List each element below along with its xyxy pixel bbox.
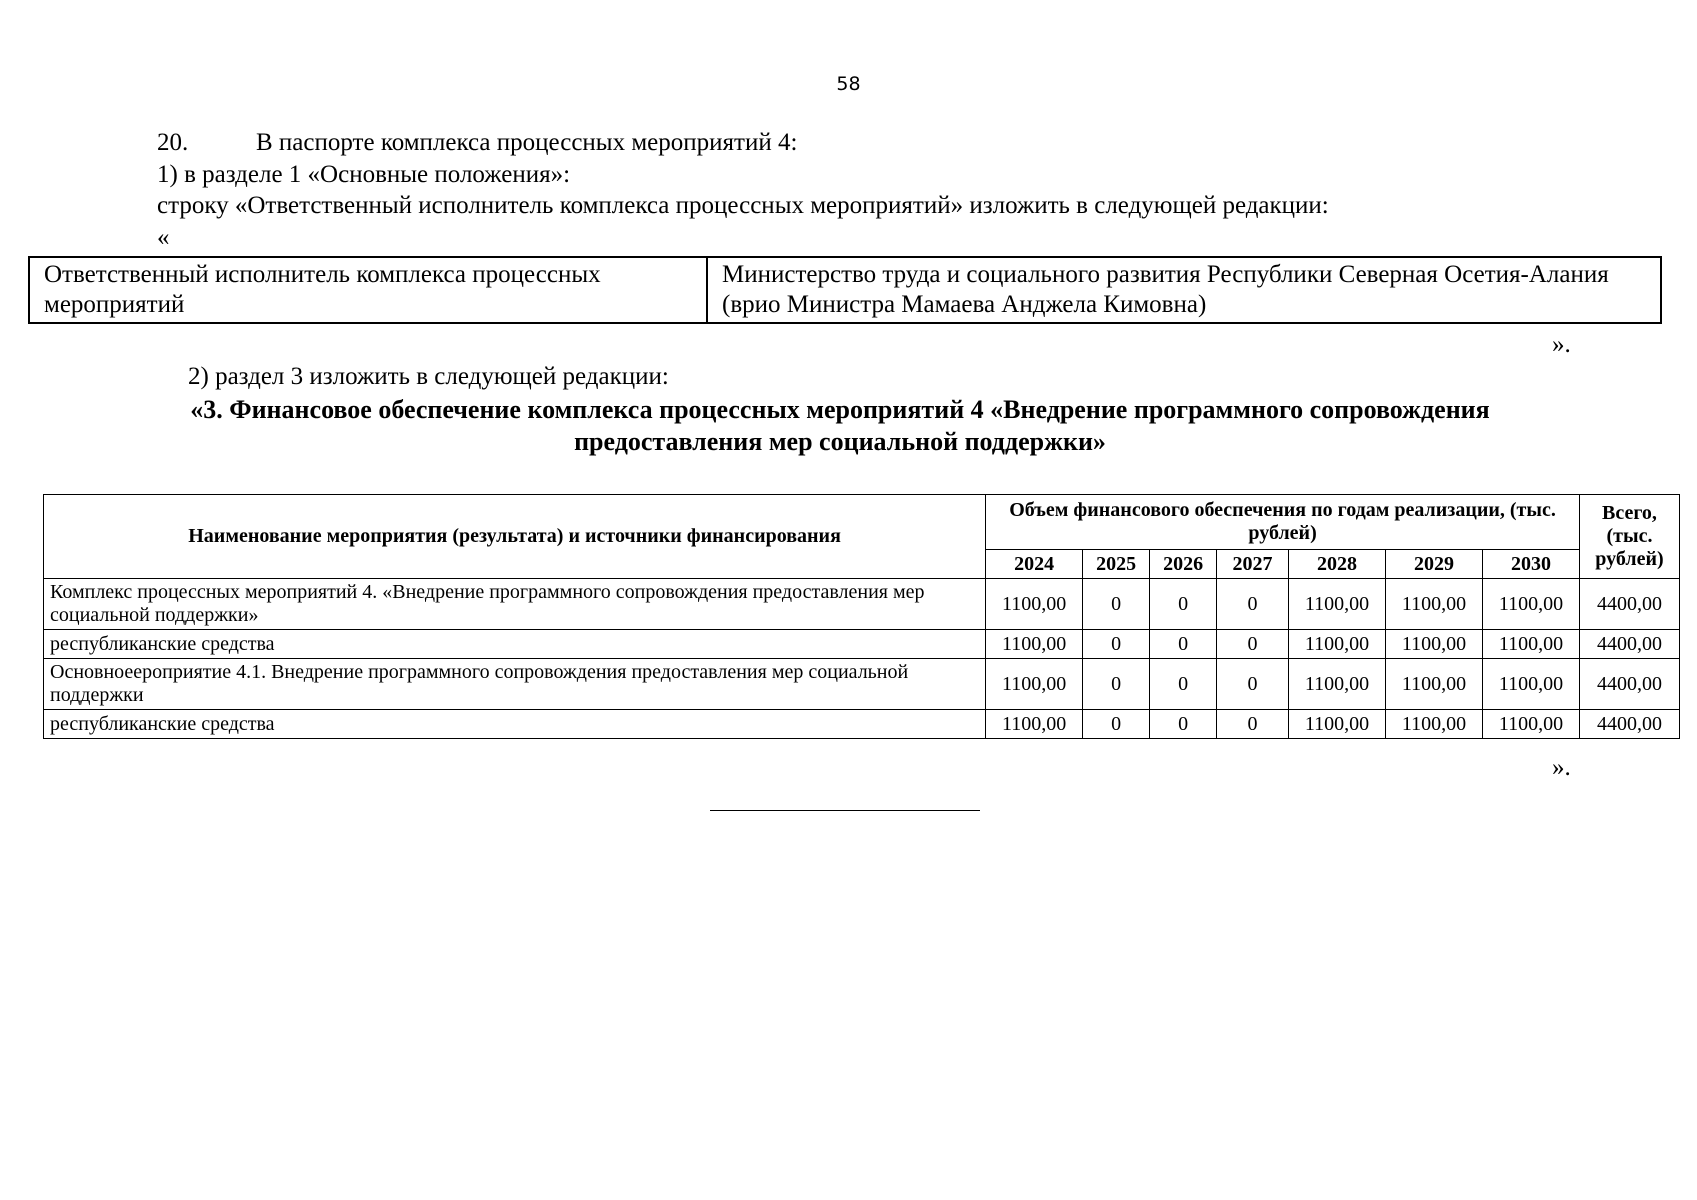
table-row bbox=[44, 659, 1680, 710]
value-cell: 0 bbox=[1083, 659, 1150, 710]
value-cell: 1100,00 bbox=[1386, 659, 1483, 710]
value-cell: 1100,00 bbox=[1482, 630, 1579, 659]
row-name: Основноеероприятие 4.1. Внедрение программного сопровождения предоставления мер социальной поддержки bbox=[44, 659, 986, 710]
value-cell: 0 bbox=[1083, 710, 1150, 739]
value-cell: 0 bbox=[1150, 659, 1217, 710]
header-year: 2030 bbox=[1482, 550, 1579, 579]
header-year: 2028 bbox=[1289, 550, 1386, 579]
value-cell: 1100,00 bbox=[1482, 659, 1579, 710]
close-quote-1: ». bbox=[1552, 331, 1571, 358]
header-year: 2029 bbox=[1386, 550, 1483, 579]
item-text: В паспорте комплекса процессных мероприятий 4: bbox=[256, 129, 798, 156]
table-row bbox=[44, 579, 1680, 630]
header-year: 2025 bbox=[1083, 550, 1150, 579]
value-cell: 0 bbox=[1217, 579, 1289, 630]
value-cell: 1100,00 bbox=[1289, 710, 1386, 739]
table-row bbox=[29, 257, 1661, 323]
section-heading bbox=[120, 394, 1560, 458]
value-cell: 0 bbox=[1150, 630, 1217, 659]
responsible-executor-table bbox=[28, 256, 1662, 324]
table-row bbox=[44, 710, 1680, 739]
header-name: Наименование мероприятия (результата) и источники финансирования bbox=[44, 495, 986, 579]
value-cell: 1100,00 bbox=[1289, 659, 1386, 710]
header-year: 2026 bbox=[1150, 550, 1217, 579]
value-cell: 0 bbox=[1217, 630, 1289, 659]
page-number: 58 bbox=[836, 73, 861, 95]
subitem-2: 2) раздел 3 изложить в следующей редакции: bbox=[188, 363, 669, 390]
value-cell: 1100,00 bbox=[1386, 579, 1483, 630]
row-name: Комплекс процессных мероприятий 4. «Внедрение программного сопровождения предоставления мер социальной поддержки» bbox=[44, 579, 986, 630]
value-cell: 0 bbox=[1083, 579, 1150, 630]
row-name: республиканские средства bbox=[44, 710, 986, 739]
header-volume: Объем финансового обеспечения по годам реализации, (тыс. рублей) bbox=[986, 495, 1580, 550]
value-cell: 1100,00 bbox=[986, 710, 1083, 739]
table-row bbox=[44, 630, 1680, 659]
finance-table bbox=[43, 494, 1680, 739]
total-cell: 4400,00 bbox=[1579, 630, 1679, 659]
header-year: 2027 bbox=[1217, 550, 1289, 579]
value-cell: 1100,00 bbox=[1482, 579, 1579, 630]
footer-divider bbox=[710, 810, 980, 811]
value-cell: 1100,00 bbox=[1386, 710, 1483, 739]
header-total: Всего, (тыс. рублей) bbox=[1579, 495, 1679, 579]
section-heading-line-2: предоставления мер социальной поддержки» bbox=[574, 427, 1106, 456]
value-cell: 1100,00 bbox=[1386, 630, 1483, 659]
value-cell: 1100,00 bbox=[986, 579, 1083, 630]
header-year: 2024 bbox=[986, 550, 1083, 579]
section-heading-line-1: «3. Финансовое обеспечение комплекса процессных мероприятий 4 «Внедрение программного сопровождения bbox=[190, 395, 1490, 424]
item-number: 20. bbox=[157, 129, 189, 156]
open-quote: « bbox=[157, 224, 170, 251]
close-quote-2: ». bbox=[1552, 754, 1571, 781]
value-cell: 0 bbox=[1150, 579, 1217, 630]
value-cell: 1100,00 bbox=[1289, 579, 1386, 630]
value-cell: 1100,00 bbox=[986, 659, 1083, 710]
value-cell: 0 bbox=[1217, 710, 1289, 739]
value-cell: 0 bbox=[1083, 630, 1150, 659]
responsible-value-cell: Министерство труда и социального развития Республики Северная Осетия-Алания (врио Министра Мамаева Анджела Кимовна) bbox=[707, 257, 1661, 323]
value-cell: 1100,00 bbox=[986, 630, 1083, 659]
total-cell: 4400,00 bbox=[1579, 579, 1679, 630]
row-name: республиканские средства bbox=[44, 630, 986, 659]
total-cell: 4400,00 bbox=[1579, 710, 1679, 739]
total-cell: 4400,00 bbox=[1579, 659, 1679, 710]
row-instruction: строку «Ответственный исполнитель комплекса процессных мероприятий» изложить в следующей редакции: bbox=[157, 192, 1329, 219]
value-cell: 1100,00 bbox=[1482, 710, 1579, 739]
value-cell: 0 bbox=[1217, 659, 1289, 710]
subitem-1: 1) в разделе 1 «Основные положения»: bbox=[157, 161, 571, 188]
value-cell: 1100,00 bbox=[1289, 630, 1386, 659]
value-cell: 0 bbox=[1150, 710, 1217, 739]
table-header-row bbox=[44, 495, 1680, 550]
responsible-label-cell: Ответственный исполнитель комплекса процессных мероприятий bbox=[29, 257, 707, 323]
